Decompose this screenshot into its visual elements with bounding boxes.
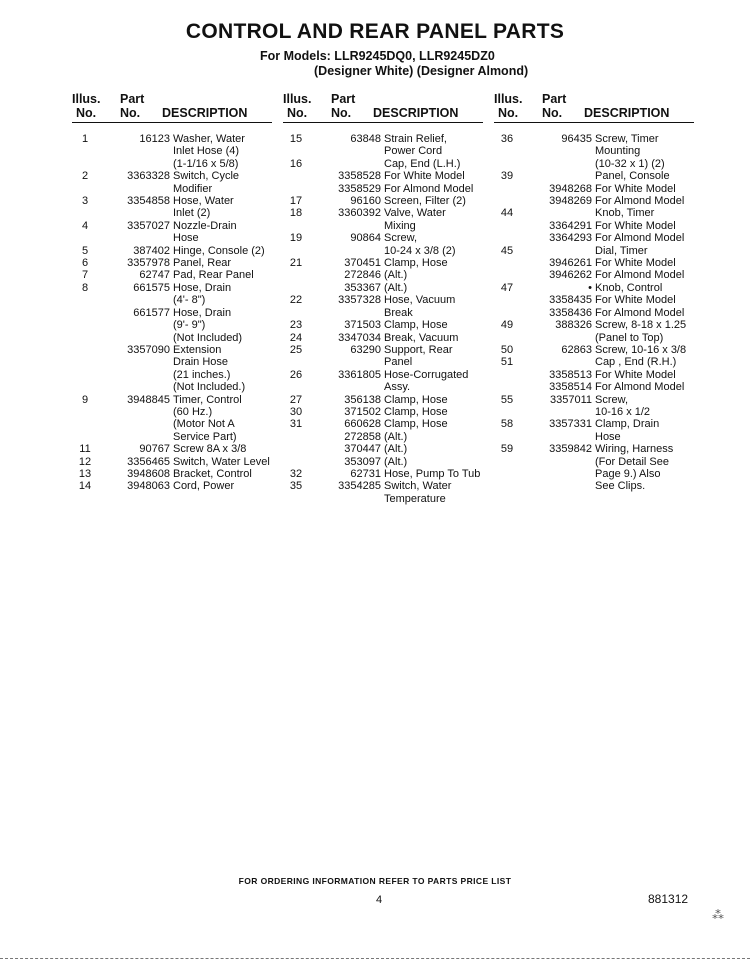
part-row bbox=[283, 257, 483, 269]
part-row bbox=[283, 269, 483, 281]
part-row bbox=[72, 443, 272, 455]
illus-number: 45 bbox=[500, 244, 514, 257]
illus-number: 26 bbox=[289, 368, 303, 381]
part-row bbox=[72, 480, 272, 492]
illus-number: 15 bbox=[289, 133, 303, 145]
part-number: 3357011 bbox=[549, 393, 592, 406]
illus-number: 31 bbox=[289, 418, 303, 431]
part-description: Screw, 10-24 x 3/8 (2) bbox=[384, 232, 456, 257]
illus-number: 8 bbox=[81, 281, 89, 294]
header-part-no: No. bbox=[542, 106, 563, 120]
header-illus-no: No. bbox=[498, 106, 519, 120]
part-number: 3354858 bbox=[127, 195, 170, 208]
part-number: 3357090 bbox=[127, 343, 170, 356]
bottom-rule bbox=[0, 958, 750, 959]
part-number: 3361805 bbox=[338, 368, 381, 381]
part-row bbox=[283, 332, 483, 344]
part-row bbox=[283, 133, 483, 158]
part-number: 3358435 bbox=[549, 294, 592, 307]
part-number: 3356465 bbox=[127, 455, 170, 468]
part-row bbox=[283, 170, 483, 182]
part-number: 3357978 bbox=[127, 257, 170, 270]
illus-number: 18 bbox=[289, 207, 303, 220]
document-number: 881312 bbox=[648, 892, 689, 906]
header-illus: Illus. bbox=[283, 92, 312, 106]
illus-number: 59 bbox=[500, 443, 514, 456]
part-description: Clamp, Hose bbox=[384, 319, 448, 332]
part-number: 3359842 bbox=[549, 443, 592, 456]
illus-number: 23 bbox=[289, 319, 303, 332]
part-number: 387402 bbox=[133, 244, 170, 257]
part-description: Clamp, Hose bbox=[384, 418, 448, 431]
part-row bbox=[72, 220, 272, 245]
part-description: Break, Vacuum bbox=[384, 331, 459, 344]
part-row bbox=[494, 170, 694, 182]
part-number: 660628 bbox=[344, 418, 381, 431]
part-number: 96160 bbox=[350, 195, 381, 208]
illus-number: 13 bbox=[78, 467, 92, 480]
part-number: 3357027 bbox=[127, 219, 170, 232]
part-description: Pad, Rear Panel bbox=[173, 269, 254, 282]
part-number: 3948269 bbox=[549, 195, 592, 208]
part-number: 3358514 bbox=[549, 381, 592, 394]
part-number: 90767 bbox=[139, 443, 170, 456]
part-row bbox=[283, 369, 483, 394]
part-number: 3948268 bbox=[549, 182, 592, 195]
part-number: 90864 bbox=[350, 232, 381, 245]
scan-mark-icon: ⁂ bbox=[712, 908, 724, 922]
part-row bbox=[72, 394, 272, 444]
part-description: For Almond Model bbox=[595, 381, 685, 394]
parts-rows bbox=[283, 133, 483, 505]
part-description: Screw, 10-16 x 3/8 bbox=[595, 343, 687, 356]
part-description: (Alt.) bbox=[384, 269, 408, 282]
part-row bbox=[72, 282, 272, 307]
part-number: 370447 bbox=[344, 443, 381, 456]
part-number: 272858 bbox=[344, 430, 381, 443]
illus-number: 49 bbox=[500, 319, 514, 332]
part-number: 62863 bbox=[561, 343, 592, 356]
part-row bbox=[494, 133, 694, 170]
part-description: Clamp, Hose bbox=[384, 405, 448, 418]
part-description: Hose-Corrugated Assy. bbox=[384, 368, 469, 394]
header-part-no: No. bbox=[331, 106, 352, 120]
part-description: Wiring, Harness (For Detail See Page 9.) Also See Clips. bbox=[595, 443, 674, 493]
part-description: Clamp, Hose bbox=[384, 393, 448, 406]
part-number: 3946261 bbox=[549, 257, 592, 270]
part-number: 3358436 bbox=[549, 306, 592, 319]
part-row bbox=[494, 369, 694, 381]
illus-number: 22 bbox=[289, 294, 303, 307]
part-number: 356138 bbox=[344, 393, 381, 406]
part-row bbox=[72, 245, 272, 257]
header-illus-no: No. bbox=[287, 106, 308, 120]
part-description: Strain Relief, Power Cord bbox=[384, 133, 447, 158]
part-description: Hose, Drain (4'- 8") bbox=[173, 281, 232, 307]
part-row bbox=[72, 269, 272, 281]
part-number: 353097 bbox=[344, 455, 381, 468]
illus-number: 2 bbox=[81, 170, 89, 183]
part-row bbox=[494, 220, 694, 232]
part-description: For Almond Model bbox=[595, 232, 685, 245]
part-description: Screen, Filter (2) bbox=[384, 195, 466, 208]
part-description: Cap , End (R.H.) bbox=[595, 356, 677, 369]
illus-number: 12 bbox=[78, 455, 92, 468]
part-row bbox=[72, 170, 272, 195]
header-description: DESCRIPTION bbox=[373, 106, 459, 120]
part-row bbox=[283, 480, 483, 505]
illus-number: 6 bbox=[81, 257, 89, 270]
part-description: Switch, Water Temperature bbox=[384, 480, 452, 505]
illus-number: 16 bbox=[289, 157, 303, 170]
illus-number: 4 bbox=[81, 219, 89, 232]
illus-number: 19 bbox=[289, 232, 303, 245]
part-row bbox=[283, 456, 483, 468]
part-number: 272846 bbox=[344, 269, 381, 282]
part-number: 3363328 bbox=[127, 170, 170, 183]
part-number: 3358513 bbox=[549, 368, 592, 381]
part-number: 3948063 bbox=[127, 480, 170, 493]
header-illus: Illus. bbox=[72, 92, 101, 106]
illus-number: 21 bbox=[289, 257, 303, 270]
models-line: For Models: LLR9245DQ0, LLR9245DZ0 bbox=[260, 49, 495, 63]
part-number: 63290 bbox=[350, 343, 381, 356]
part-description: (Alt.) bbox=[384, 443, 408, 456]
part-description: Switch, Water Level bbox=[173, 455, 270, 468]
part-number: 371502 bbox=[344, 405, 381, 418]
illus-number: 39 bbox=[500, 170, 514, 183]
part-row bbox=[283, 232, 483, 257]
part-number: 63848 bbox=[350, 133, 381, 145]
part-number: 62747 bbox=[139, 269, 170, 282]
part-description: Cap, End (L.H.) bbox=[384, 157, 461, 170]
header-part: Part bbox=[331, 92, 356, 106]
illus-number: 27 bbox=[289, 393, 303, 406]
part-row bbox=[283, 406, 483, 418]
part-row bbox=[494, 183, 694, 195]
part-description: Hose, Pump To Tub bbox=[384, 467, 481, 480]
part-number: 3364291 bbox=[549, 219, 592, 232]
part-description: Hinge, Console (2) bbox=[173, 244, 265, 257]
part-number: 388326 bbox=[555, 319, 592, 332]
part-row bbox=[494, 245, 694, 257]
part-description: Support, Rear Panel bbox=[384, 343, 453, 369]
part-number: 62731 bbox=[350, 467, 381, 480]
part-description: Switch, Cycle Modifier bbox=[173, 170, 240, 195]
parts-column-1 bbox=[72, 92, 272, 493]
illus-number: 25 bbox=[289, 343, 303, 356]
part-number: 3948845 bbox=[127, 393, 170, 406]
illus-number: 32 bbox=[289, 467, 303, 480]
part-description: Valve, Water Mixing bbox=[384, 207, 446, 232]
illus-number: 24 bbox=[289, 331, 303, 344]
part-number: 3360392 bbox=[338, 207, 381, 220]
part-row bbox=[494, 257, 694, 269]
part-row bbox=[494, 269, 694, 281]
parts-column-2 bbox=[283, 92, 483, 505]
part-row bbox=[283, 344, 483, 369]
part-row bbox=[72, 344, 272, 394]
illus-number: 30 bbox=[289, 405, 303, 418]
part-row bbox=[283, 207, 483, 232]
part-description: Panel, Console bbox=[595, 170, 670, 183]
part-number: 3946262 bbox=[549, 269, 592, 282]
part-description: Extension Drain Hose (21 inches.) (Not Included.) bbox=[173, 343, 246, 394]
part-row bbox=[283, 468, 483, 480]
illus-number: 11 bbox=[79, 443, 91, 456]
part-row bbox=[72, 307, 272, 344]
page-title: CONTROL AND REAR PANEL PARTS bbox=[185, 20, 565, 43]
illus-number: 36 bbox=[500, 133, 514, 145]
header-description: DESCRIPTION bbox=[162, 106, 248, 120]
part-description: For White Model bbox=[595, 182, 676, 195]
column-header bbox=[283, 92, 483, 123]
part-description: (Alt.) bbox=[384, 430, 408, 443]
part-row bbox=[494, 282, 694, 294]
part-number: 661577 bbox=[133, 306, 170, 319]
part-number: 661575 bbox=[133, 281, 170, 294]
illus-number: 9 bbox=[81, 393, 89, 406]
part-number: 3357331 bbox=[549, 418, 592, 431]
part-row bbox=[283, 443, 483, 455]
part-description: Hose, Vacuum Break bbox=[384, 294, 456, 319]
part-row bbox=[283, 282, 483, 294]
models-colors: (Designer White) (Designer Almond) bbox=[314, 64, 529, 78]
parts-column-3 bbox=[494, 92, 694, 493]
part-description: Screw, Timer Mounting (10-32 x 1) (2) bbox=[595, 133, 665, 170]
part-row bbox=[494, 307, 694, 319]
part-row bbox=[72, 133, 272, 170]
part-row bbox=[72, 456, 272, 468]
part-number: 3358529 bbox=[338, 182, 381, 195]
part-number: • bbox=[588, 281, 592, 294]
illus-number: 17 bbox=[289, 195, 303, 208]
part-description: Screw, 10-16 x 1/2 bbox=[595, 393, 651, 418]
header-part-no: No. bbox=[120, 106, 141, 120]
part-description: For Almond Model bbox=[595, 306, 685, 319]
part-row bbox=[283, 158, 483, 170]
part-description: Hose, Water Inlet (2) bbox=[173, 195, 234, 220]
part-description: Panel, Rear bbox=[173, 257, 232, 270]
part-number: 3948608 bbox=[127, 467, 170, 480]
part-number: 3364293 bbox=[549, 232, 592, 245]
part-description: Dial, Timer bbox=[595, 244, 648, 257]
column-header bbox=[494, 92, 694, 123]
part-number: 3358528 bbox=[338, 170, 381, 183]
part-description: For White Model bbox=[384, 170, 465, 183]
part-row bbox=[494, 232, 694, 244]
part-description: Clamp, Drain Hose bbox=[595, 418, 660, 443]
part-row bbox=[494, 394, 694, 419]
part-description: (Alt.) bbox=[384, 455, 408, 468]
illus-number: 5 bbox=[81, 244, 89, 257]
part-description: Clamp, Hose bbox=[384, 257, 448, 270]
part-number: 3357328 bbox=[338, 294, 381, 307]
part-number: 353367 bbox=[344, 281, 381, 294]
page-number: 4 bbox=[376, 894, 383, 906]
illus-number: 58 bbox=[500, 418, 514, 431]
part-description: Bracket, Control bbox=[173, 467, 252, 480]
part-description: Nozzle-Drain Hose bbox=[173, 219, 237, 245]
parts-rows bbox=[494, 133, 694, 493]
part-description: Screw 8A x 3/8 bbox=[173, 443, 247, 456]
part-description: For White Model bbox=[595, 219, 676, 232]
part-row bbox=[72, 468, 272, 480]
part-row bbox=[494, 319, 694, 344]
part-description: Hose, Drain (9'- 9") (Not Included) bbox=[173, 306, 243, 344]
part-row bbox=[494, 418, 694, 443]
part-description: (Alt.) bbox=[384, 281, 408, 294]
part-description: Screw, 8-18 x 1.25 (Panel to Top) bbox=[595, 319, 687, 344]
part-row bbox=[494, 356, 694, 368]
part-row bbox=[283, 418, 483, 430]
part-row bbox=[283, 431, 483, 443]
part-description: Knob, Control bbox=[595, 281, 663, 294]
illus-number: 35 bbox=[289, 480, 303, 493]
part-number: 3347034 bbox=[338, 331, 381, 344]
illus-number: 14 bbox=[78, 480, 92, 493]
part-description: Washer, Water Inlet Hose (4) (1-1/16 x 5/8) bbox=[173, 133, 245, 170]
part-row bbox=[494, 207, 694, 219]
part-description: Timer, Control (60 Hz.) (Motor Not A Service Part) bbox=[173, 393, 242, 443]
part-row bbox=[283, 183, 483, 195]
header-part: Part bbox=[542, 92, 567, 106]
illus-number: 50 bbox=[500, 343, 514, 356]
header-description: DESCRIPTION bbox=[584, 106, 670, 120]
header-illus: Illus. bbox=[494, 92, 523, 106]
part-row bbox=[283, 319, 483, 331]
column-header bbox=[72, 92, 272, 123]
part-description: Knob, Timer bbox=[595, 207, 655, 220]
illus-number: 51 bbox=[500, 356, 514, 369]
illus-number: 1 bbox=[81, 133, 89, 145]
illus-number: 7 bbox=[81, 269, 89, 282]
part-description: For White Model bbox=[595, 257, 676, 270]
part-row bbox=[494, 344, 694, 356]
part-row bbox=[283, 394, 483, 406]
part-number: 16123 bbox=[139, 133, 170, 145]
part-number: 371503 bbox=[344, 319, 381, 332]
illus-number: 47 bbox=[500, 281, 514, 294]
part-number: 96435 bbox=[561, 133, 592, 145]
part-row bbox=[494, 443, 694, 493]
illus-number: 55 bbox=[500, 393, 514, 406]
header-part: Part bbox=[120, 92, 145, 106]
part-row bbox=[494, 381, 694, 393]
part-description: Cord, Power bbox=[173, 480, 235, 493]
part-description: For Almond Model bbox=[595, 195, 685, 208]
part-description: For Almond Model bbox=[595, 269, 685, 282]
parts-rows bbox=[72, 133, 272, 493]
part-row bbox=[72, 257, 272, 269]
illus-number: 44 bbox=[500, 207, 514, 220]
ordering-note: FOR ORDERING INFORMATION REFER TO PARTS PRICE LIST bbox=[238, 876, 512, 886]
illus-number: 3 bbox=[81, 195, 89, 208]
part-description: For Almond Model bbox=[384, 182, 474, 195]
part-row bbox=[494, 195, 694, 207]
part-number: 3354285 bbox=[338, 480, 381, 493]
part-number: 370451 bbox=[344, 257, 381, 270]
part-row bbox=[283, 195, 483, 207]
part-description: For White Model bbox=[595, 294, 676, 307]
part-row bbox=[72, 195, 272, 220]
header-illus-no: No. bbox=[76, 106, 97, 120]
part-row bbox=[494, 294, 694, 306]
part-description: For White Model bbox=[595, 368, 676, 381]
part-row bbox=[283, 294, 483, 319]
